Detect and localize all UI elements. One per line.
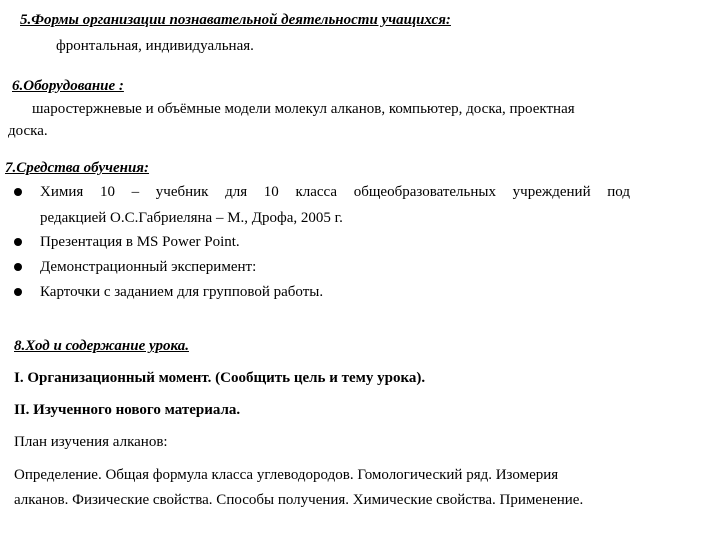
list-item-4: Карточки с заданием для групповой работы. [40, 284, 324, 300]
section-7-heading: 7.Средства обучения: [5, 160, 150, 176]
section-5-text: фронтальная, индивидуальная. [56, 38, 254, 54]
bullet-icon [14, 238, 22, 246]
study-plan-line-2: алканов. Физические свойства. Способы получения. Химические свойства. Применение. [14, 492, 584, 508]
lesson-part-2: II. Изученного нового материала. [14, 402, 241, 418]
study-plan-label: План изучения алканов: [14, 434, 168, 450]
section-8-heading: 8.Ход и содержание урока. [14, 338, 189, 354]
bullet-icon [14, 288, 22, 296]
list-item-1-line-1: Химия 10 – учебник для 10 класса общеобразовательных учреждений под [40, 184, 630, 200]
list-item-3: Демонстрационный эксперимент: [40, 259, 257, 275]
section-6-text-line-2: доска. [8, 123, 48, 139]
lesson-part-1: I. Организационный момент. (Сообщить цель и тему урока). [14, 370, 426, 386]
section-5-heading: 5.Формы организации познавательной деятельности учащихся: [20, 12, 451, 28]
section-6-text-line-1: шаростержневые и объёмные модели молекул алканов, компьютер, доска, проектная [32, 101, 575, 117]
list-item-2: Презентация в MS Power Point. [40, 234, 240, 250]
study-plan-line-1: Определение. Общая формула класса углеводородов. Гомологический ряд. Изомерия [14, 467, 559, 483]
section-6-heading: 6.Оборудование : [12, 78, 124, 94]
bullet-icon [14, 263, 22, 271]
list-item-1-line-2: редакцией О.С.Габриеляна – М., Дрофа, 2005 г. [40, 210, 343, 226]
bullet-icon [14, 188, 22, 196]
